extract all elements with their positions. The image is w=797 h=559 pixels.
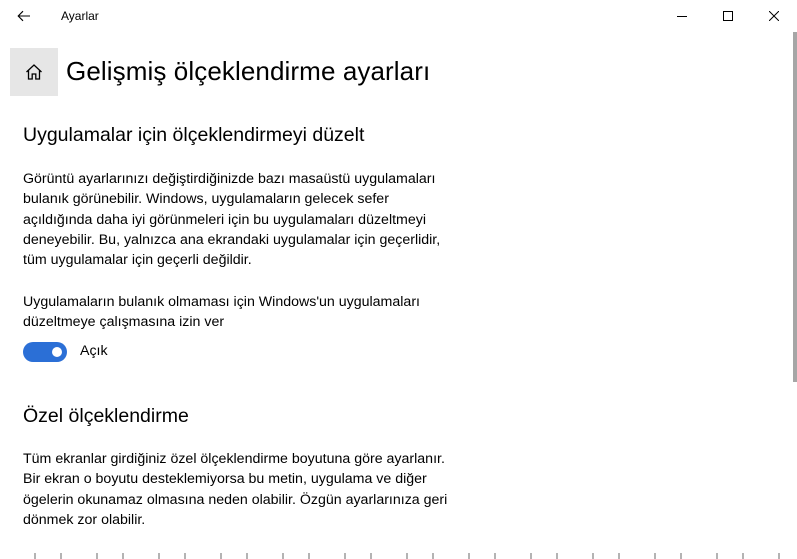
minimize-icon — [677, 11, 687, 21]
cut-off-content — [0, 553, 797, 559]
back-button[interactable] — [6, 0, 42, 32]
title-bar — [0, 0, 797, 32]
setting-label-line: Uygulamaların bulanık olmaması için Windows'un uygulamaları — [23, 294, 420, 310]
description-line: açıldığında daha iyi görünmeleri için bu uygulamaları düzeltmeyi — [23, 211, 426, 228]
maximize-button[interactable] — [705, 0, 751, 32]
close-button[interactable] — [751, 0, 797, 32]
description-line: deneyebilir. Bu, yalnızca ana ekrandaki uygulamalar için geçerlidir, — [23, 231, 441, 248]
description-line: Görüntü ayarlarınızı değiştirdiğinizde bazı masaüstü uygulamaları — [23, 171, 436, 187]
window-controls — [659, 0, 797, 32]
setting-label-line: düzeltmeye çalışmasına izin ver — [23, 314, 225, 331]
toggle-knob — [52, 347, 62, 357]
description-line: dönmek zor olabilir. — [23, 511, 146, 528]
description-line: Tüm ekranlar girdiğiniz özel ölçeklendirme boyutuna göre ayarlanır. — [23, 451, 445, 467]
app-title: Ayarlar — [61, 9, 99, 23]
custom-scaling-description — [23, 449, 493, 530]
fix-apps-toggle[interactable] — [23, 342, 67, 362]
fix-apps-description — [23, 169, 493, 270]
home-icon — [25, 63, 43, 81]
description-line: tüm uygulamalar için geçerli değildir. — [23, 252, 252, 269]
description-line: ögelerin okunamaz olmasına neden olabilir. Özgün ayarlarınıza geri — [23, 491, 448, 508]
custom-scaling-heading: Özel ölçeklendirme — [23, 405, 189, 427]
fix-apps-setting-label — [23, 292, 493, 333]
fix-apps-heading: Uygulamalar için ölçeklendirmeyi düzelt — [23, 124, 365, 146]
toggle-state-label: Açık — [80, 343, 108, 359]
arrow-left-icon — [17, 10, 31, 22]
maximize-icon — [723, 11, 733, 21]
description-line: bulanık görünebilir. Windows, uygulamaların gelecek sefer — [23, 191, 389, 208]
scrollbar[interactable] — [793, 32, 797, 382]
description-line: Bir ekran o boyutu desteklemiyorsa bu metin, uygulama ve diğer — [23, 471, 427, 488]
page-title: Gelişmiş ölçeklendirme ayarları — [66, 56, 431, 86]
close-icon — [769, 11, 779, 21]
minimize-button[interactable] — [659, 0, 705, 32]
home-button[interactable] — [10, 48, 58, 96]
